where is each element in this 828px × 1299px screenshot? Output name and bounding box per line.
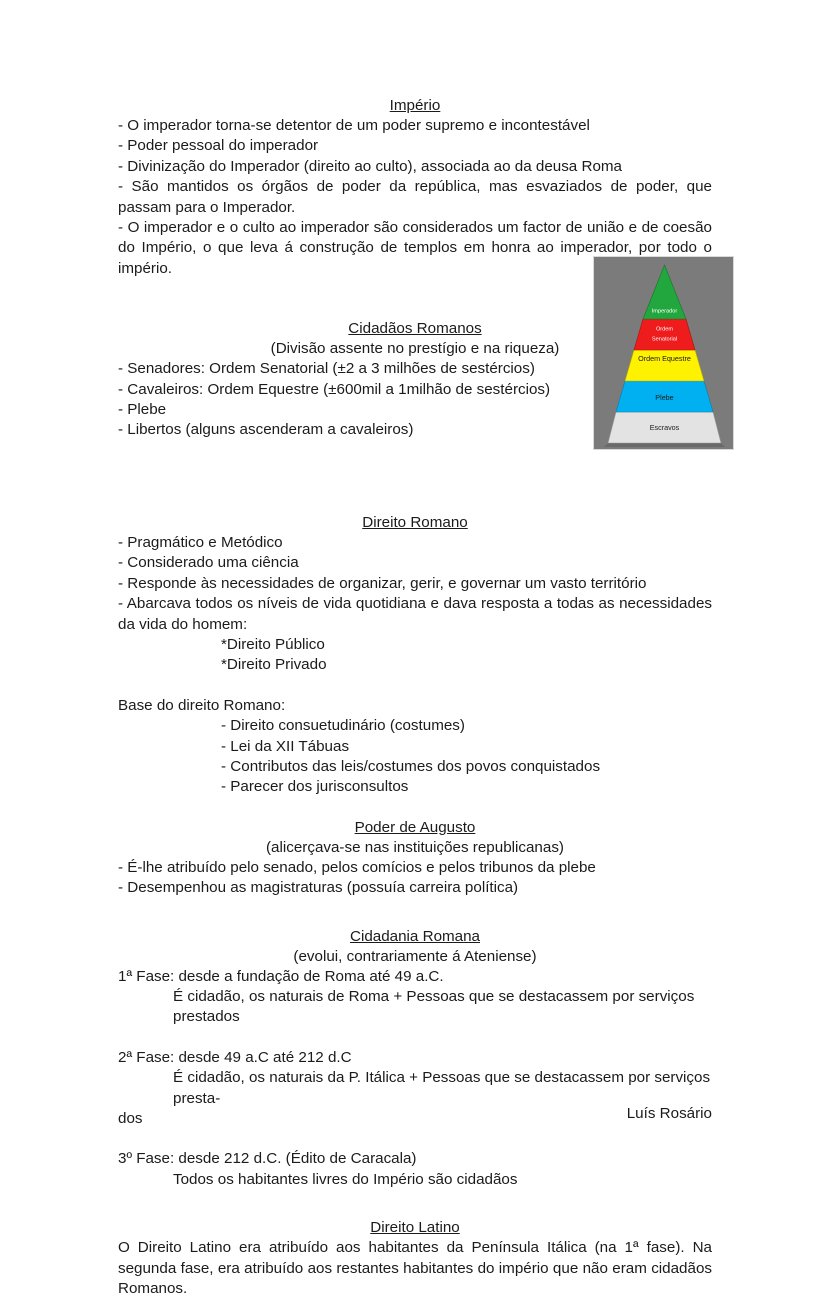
- poder-de-augusto-subheading: (alicerçava-se nas instituições republicanas): [266, 838, 564, 856]
- spacer: [118, 1028, 712, 1048]
- imperio-line-2: - Poder pessoal do imperador: [118, 137, 319, 155]
- pyramid-label-escravos: Escravos: [649, 422, 680, 432]
- section-heading-poder-de-augusto: Poder de Augusto: [354, 818, 476, 836]
- section-heading-cidadaos-romanos: Cidadãos Romanos: [348, 320, 482, 338]
- cidadania-romana-subheading: (evolui, contrariamente á Ateniense): [293, 947, 537, 965]
- imperio-line-5: - O imperador e o culto ao imperador são considerados um factor de união e de coesão do Império, o que leva á construção de templos em honra ao imperador, por todo o império.: [118, 219, 712, 277]
- cidadaos-romanos-subheading: (Divisão assente no prestígio e na riqueza): [270, 340, 560, 358]
- spacer: [118, 1129, 712, 1149]
- pyramid-diagram: [594, 257, 734, 450]
- cidadaos-line-3: - Plebe: [118, 401, 167, 419]
- cidadaos-line-1: - Senadores: Ordem Senatorial (±2 a 3 milhões de sestércios): [118, 360, 535, 378]
- direito-romano-line-4: - Abarcava todos os níveis de vida quotidiana e dava resposta a todas as necessidades da vida do homem:: [118, 595, 712, 633]
- fase-1-title: 1ª Fase: desde a fundação de Roma até 49 a.C.: [118, 967, 444, 985]
- direito-latino-paragraph: O Direito Latino era atribuído aos habitantes da Península Itálica (na 1ª fase). Na segunda fase, era atribuído aos restantes habitantes do império que não eram cidadãos Romanos.: [118, 1239, 712, 1298]
- pyramid-base-shadow: [604, 443, 725, 447]
- pyramid-label-ordem: Ordem: [655, 326, 674, 333]
- pyramid-label-plebe: Plebe: [655, 392, 674, 402]
- imperio-line-4: - São mantidos os órgãos de poder da república, mas esvaziados de poder, que passam para o Imperador.: [118, 178, 712, 216]
- direito-privado-item: *Direito Privado: [221, 656, 327, 674]
- base-direito-romano-intro: Base do direito Romano:: [118, 696, 286, 714]
- fase-2-detail: É cidadão, os naturais da P. Itálica + Pessoas que se destacassem por serviços presta-: [173, 1069, 715, 1107]
- cidadaos-line-2: - Cavaleiros: Ordem Equestre (±600mil a 1milhão de sestércios): [118, 380, 551, 398]
- section-heading-imperio: Império: [389, 97, 441, 114]
- author-signature: Luís Rosário: [626, 1105, 712, 1122]
- pyramid-label-senatorial: Senatorial: [651, 336, 678, 343]
- fase-1-detail: É cidadão, os naturais de Roma + Pessoas que se destacassem por serviços prestados: [173, 987, 699, 1026]
- fase-3-title: 3º Fase: desde 212 d.C. (Édito de Caracala): [118, 1150, 417, 1168]
- pyramid-label-imperador: Imperador: [651, 308, 678, 315]
- fase-2-title: 2ª Fase: desde 49 a.C até 212 d.C: [118, 1048, 352, 1066]
- base-item-1: - Direito consuetudinário (costumes): [221, 717, 465, 735]
- base-item-2: - Lei da XII Tábuas: [221, 737, 350, 755]
- base-item-3: - Contributos das leis/costumes dos povos conquistados: [221, 757, 601, 775]
- pyramid-band-ordem-senatorial: [634, 319, 695, 350]
- direito-romano-line-2: - Considerado uma ciência: [118, 554, 299, 572]
- direito-romano-line-3: - Responde às necessidades de organizar, gerir, e governar um vasto território: [118, 574, 647, 592]
- spacer: [118, 798, 712, 818]
- cidadaos-line-4: - Libertos (alguns ascenderam a cavaleiros): [118, 421, 414, 439]
- social-hierarchy-pyramid-image: [593, 256, 734, 450]
- base-item-4: - Parecer dos jurisconsultos: [221, 778, 409, 796]
- fase-2-detail-wrap: dos: [118, 1110, 143, 1127]
- section-heading-cidadania-romana: Cidadania Romana: [349, 927, 481, 945]
- fase-3-detail: Todos os habitantes livres do Império são cidadãos: [173, 1170, 518, 1188]
- spacer: [118, 899, 712, 927]
- spacer: [118, 676, 712, 696]
- pyramid-label-ordem-equestre: Ordem Equestre: [638, 353, 691, 363]
- imperio-line-3: - Divinização do Imperador (direito ao culto), associada ao da deusa Roma: [118, 157, 622, 175]
- section-heading-direito-romano: Direito Romano: [362, 513, 468, 531]
- direito-publico-item: *Direito Público: [221, 635, 325, 653]
- imperio-line-1: - O imperador torna-se detentor de um poder supremo e incontestável: [118, 117, 590, 134]
- direito-romano-line-1: - Pragmático e Metódico: [118, 533, 283, 551]
- spacer: [118, 493, 712, 513]
- section-heading-direito-latino: Direito Latino: [370, 1219, 460, 1237]
- poder-augusto-line-2: - Desempenhou as magistraturas (possuía carreira política): [118, 879, 519, 897]
- spacer: [118, 1190, 712, 1218]
- poder-augusto-line-1: - É-lhe atribuído pelo senado, pelos comícios e pelos tribunos da plebe: [118, 858, 596, 876]
